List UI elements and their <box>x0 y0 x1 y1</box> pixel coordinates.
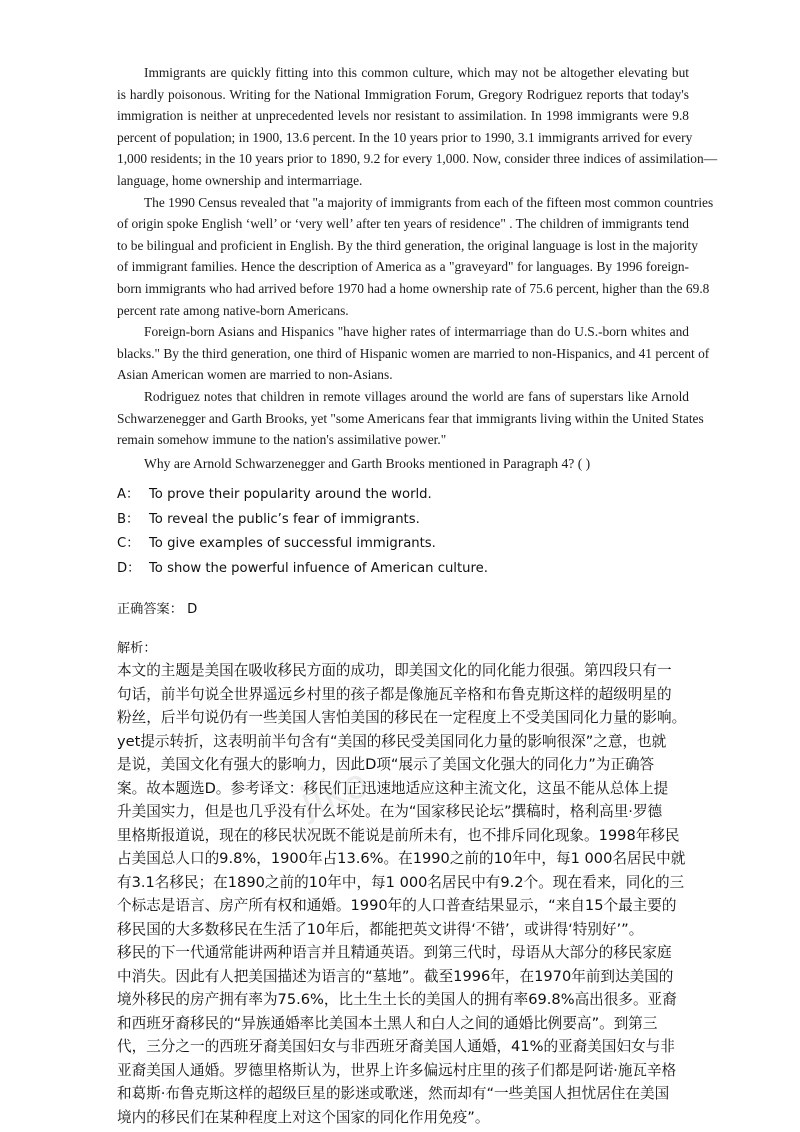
analysis-line: 和西班牙裔移民的“异族通婚率比美国本土黑人和白人之间的通婚比例要高”。到第三 <box>117 1014 658 1032</box>
passage-line: 1,000 residents; in the 10 years prior to 1890, 9.2 for every 1,000. Now, consider three indices of assimilation— <box>117 151 718 167</box>
analysis-line: 境外移民的房产拥有率为75.6%，比土生土长的美国人的拥有率69.8%高出很多。亚裔 <box>117 991 677 1008</box>
passage-line: language, home ownership and intermarriage. <box>117 172 363 188</box>
question-text: Why are Arnold Schwarzenegger and Garth Brooks mentioned in Paragraph 4? ( ) <box>144 456 591 471</box>
passage-line: of origin spoke English ‘well’ or ‘very well’ after ten years of residence" . The children of immigrants tend <box>117 216 689 232</box>
option-text: To give examples of successful immigrants. <box>149 536 436 552</box>
passage-line: Schwarzenegger and Garth Brooks, yet "some Americans fear that immigrants living within the United States <box>117 410 704 426</box>
passage-line: blacks." By the third generation, one third of Hispanic women are married to non-Hispanics, and 41 percent of <box>117 345 710 361</box>
watermark: jiko <box>294 759 375 827</box>
analysis-line: 中消失。因此有人把美国描述为语言的“墓地”。截至1996年，在1970年前到达美国的 <box>117 967 674 985</box>
option-b <box>117 508 488 533</box>
analysis-line: 个标志是语言、房产所有权和通婚。1990年的人口普查结果显示，“来自15个最主要的 <box>117 897 677 914</box>
option-key: D： <box>117 561 141 577</box>
passage-line: born immigrants who had arrived before 1970 had a home ownership rate of 75.6 percent, higher than the 69.8 <box>117 280 710 296</box>
analysis-line: 本文的主题是美国在吸收移民方面的成功，即美国文化的同化能力很强。第四段只有一 <box>117 662 672 679</box>
passage-line: percent rate among native-born Americans. <box>117 302 349 318</box>
option-key: A： <box>117 487 140 502</box>
analysis-line: 移民的下一代通常能讲两种语言并且精通英语。到第三代时，母语从大部分的移民家庭 <box>117 944 672 961</box>
analysis-line: 里格斯报道说，现在的移民状况既不能说是前所未有，也不排斥同化现象。1998年移民 <box>117 826 680 844</box>
reading-passage <box>117 62 718 451</box>
analysis-line: 移民国的大多数移民在生活了10年后，都能把英文讲得‘不错’，或讲得‘特别好’”。 <box>117 920 644 938</box>
passage-line: remain somehow immune to the nation's assimilative power." <box>117 432 447 448</box>
option-key: C： <box>117 536 140 552</box>
option-a <box>117 483 488 508</box>
option-text: To show the powerful infuence of American culture. <box>149 561 488 577</box>
passage-line: percent of population; in 1900, 13.6 percent. In the 10 years prior to 1990, 3.1 immigrants arrived for every <box>117 129 693 145</box>
analysis-line: 占美国总人口的9.8%，1900年占13.6%。在1990之前的10年中，每1 000名居民中就 <box>117 850 686 867</box>
passage-line: Asian American women are married to non-Asians. <box>117 367 393 383</box>
option-text: To prove their popularity around the world. <box>149 487 432 502</box>
passage-line: Immigrants are quickly fitting into this common culture, which may not be altogether elevating but <box>144 65 689 80</box>
analysis-line: 句话，前半句说全世界遥远乡村里的孩子都是像施瓦辛格和布鲁克斯这样的超级明星的 <box>117 685 672 703</box>
analysis-line: 粉丝，后半句说仍有一些美国人害怕美国的移民在一定程度上不受美国同化力量的影响。 <box>117 709 687 726</box>
option-c <box>117 532 488 557</box>
option-text: To reveal the public’s fear of immigrants. <box>149 511 420 527</box>
analysis-title: 解析： <box>117 641 157 656</box>
option-key: B： <box>117 511 140 527</box>
passage-line: immigration is neither at unprecedented levels nor resistant to assimilation. In 1998 immigrants were 9.8 <box>117 108 689 124</box>
analysis-line: 和葛斯·布鲁克斯这样的超级巨星的影迷或歌迷，然而却有“一些美国人担忧居住在美国 <box>117 1085 670 1102</box>
answer-options <box>117 483 488 582</box>
analysis-line: yet提示转折，这表明前半句含有“美国的移民受美国同化力量的影响很深”之意，也就 <box>117 732 667 750</box>
option-d <box>117 557 488 582</box>
analysis-line: 代，三分之一的西班牙裔美国妇女与非西班牙裔美国人通婚，41%的亚裔美国妇女与非 <box>117 1038 675 1055</box>
passage-line: Rodriguez notes that children in remote villages around the world are fans of superstars like Arnold <box>144 388 689 404</box>
correct-answer: 正确答案： D <box>117 602 198 617</box>
analysis-line: 亚裔美国人通婚。罗德里格斯认为，世界上许多偏远村庄里的孩子们都是阿诺·施瓦辛格 <box>117 1061 677 1079</box>
analysis-line: 境内的移民们在某种程度上对这个国家的同化作用免疫”。 <box>117 1108 490 1126</box>
analysis-line: 案。故本题选D。参考译文：移民们正迅速地适应这种主流文化，这虽不能从总体上提 <box>117 779 669 797</box>
analysis-line: 升美国实力，但是也几乎没有什么坏处。在为“国家移民论坛”撰稿时，格利高里·罗德 <box>117 803 663 820</box>
passage-line: is hardly poisonous. Writing for the National Immigration Forum, Gregory Rodriguez reports that today's <box>117 86 689 102</box>
passage-line: The 1990 Census revealed that "a majority of immigrants from each of the fifteen most common countries <box>144 194 714 210</box>
passage-line: of immigrant families. Hence the description of America as a "graveyard" for languages. By 1996 foreign- <box>117 259 689 275</box>
analysis-body <box>117 659 687 1129</box>
passage-line: Foreign-born Asians and Hispanics "have higher rates of intermarriage than do U.S.-born whites and <box>144 324 689 340</box>
passage-line: to be bilingual and proficient in English. By the third generation, the original language is lost in the majority <box>117 237 698 253</box>
analysis-line: 是说，美国文化有强大的影响力，因此D项“展示了美国文化强大的同化力”为正确答 <box>117 756 655 773</box>
analysis-line: 有3.1名移民；在1890之前的10年中，每1 000名居民中有9.2个。现在看来，同化的三 <box>117 873 685 891</box>
